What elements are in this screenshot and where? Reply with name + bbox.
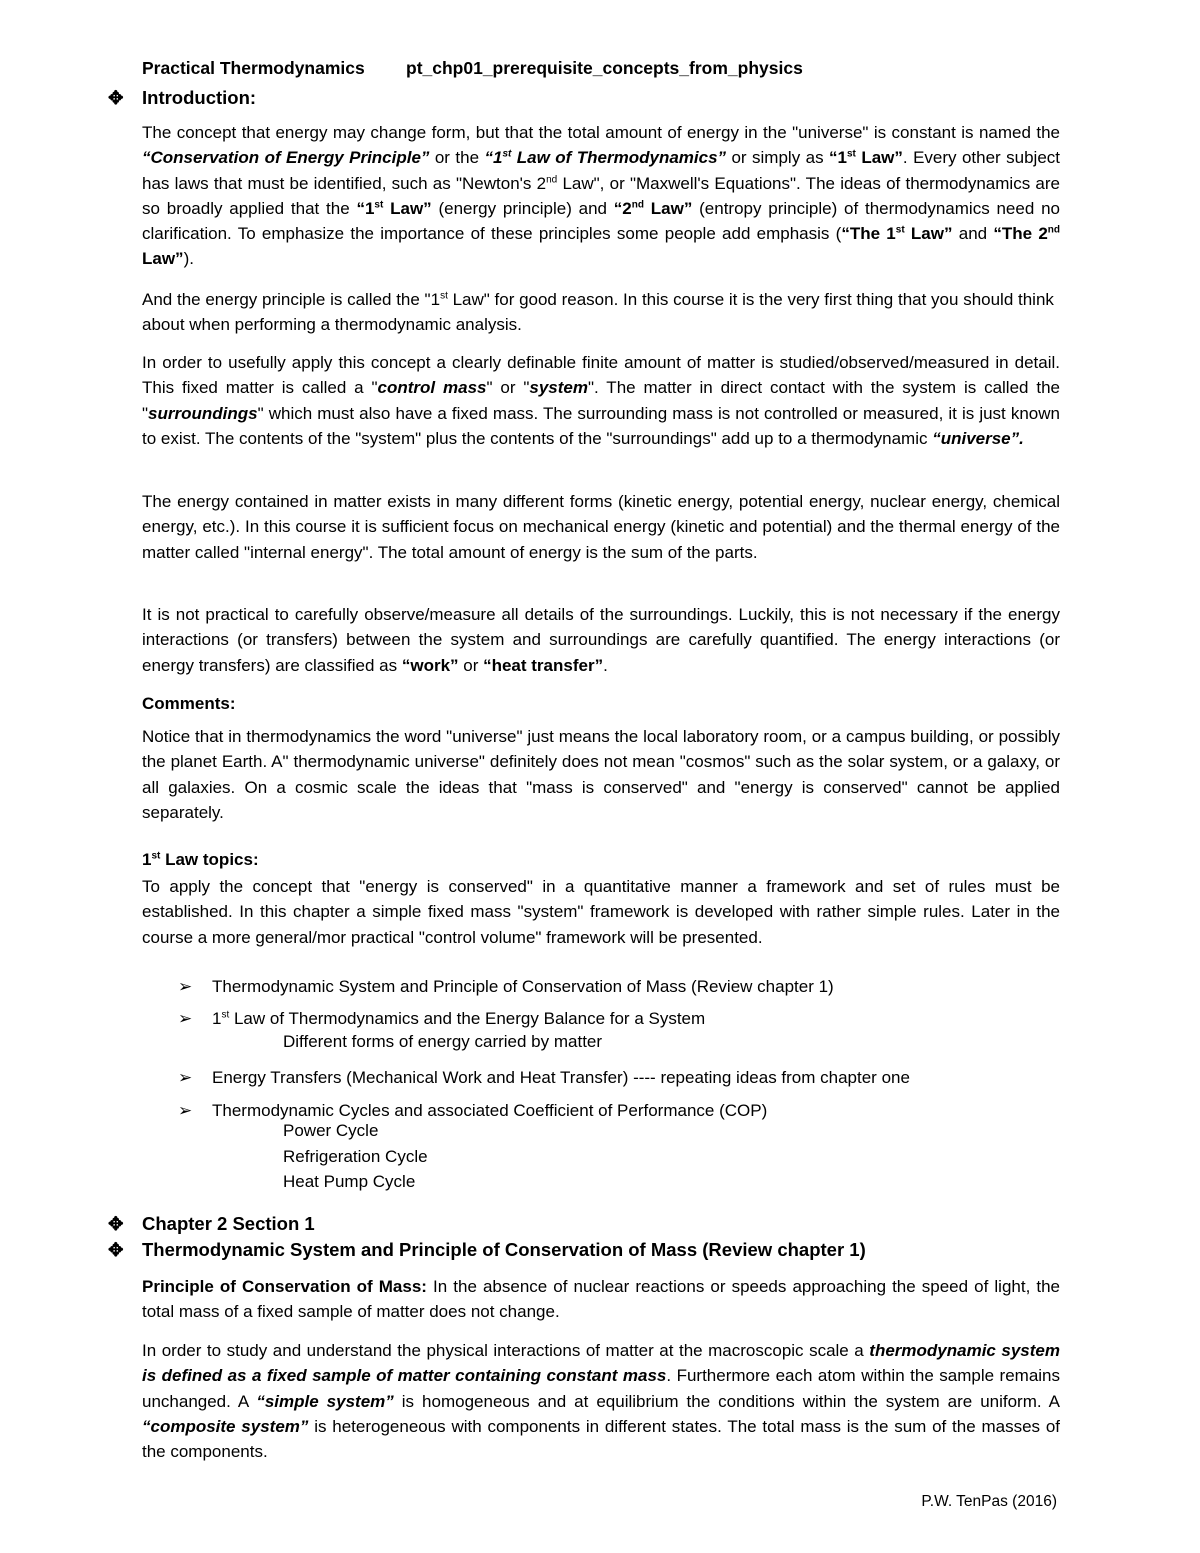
text: . Every other subject has laws that must be identified, such as "Newton's 2 [142, 148, 1060, 193]
emphasis: Law” [383, 198, 432, 218]
emphasis: surroundings [148, 403, 258, 423]
paragraph-intro [142, 120, 1060, 272]
text: In order to study and understand the physical interactions of matter at the macroscopic scale a [142, 1341, 870, 1360]
section-heading-system [108, 1239, 1048, 1261]
section-heading-chapter [108, 1213, 1048, 1235]
text: " or " [486, 378, 530, 398]
text: . [603, 655, 608, 675]
paragraph-energy-forms: The energy contained in matter exists in many different forms (kinetic energy, potential energy, nuclear energy, chemical energy, etc.). In this course it is sufficient focus on mechanical energy (kinetic and potential) and the thermal energy of the matter called "internal energy". The total amount of energy is the sum of the parts. [142, 492, 1060, 562]
emphasis: “2 [613, 198, 632, 218]
emphasis: “Conservation of Energy Principle” [142, 148, 430, 168]
text: ). [183, 249, 194, 269]
superscript: st [440, 290, 448, 302]
text: ". The matter in direct contact with the system is called the " [142, 378, 1060, 423]
text: Law topics: [160, 850, 259, 869]
emphasis: Principle of Conservation of Mass: [142, 1277, 427, 1296]
emphasis: “The 1 [841, 224, 896, 244]
header-filename: pt_chp01_prerequisite_concepts_from_physics [406, 58, 803, 78]
heading-text: Introduction: [142, 87, 257, 108]
bullet-icon: ✥ [108, 1213, 124, 1234]
emphasis: “1 [356, 198, 375, 218]
cycle-item: Refrigeration Cycle [283, 1147, 428, 1166]
list-item-text [212, 1006, 705, 1031]
law-topics-heading [142, 847, 1060, 872]
superscript: nd [546, 173, 558, 185]
text: The concept that energy may change form, but that the total amount of energy in the "universe" is constant is named the [142, 123, 1060, 142]
emphasis: “1 [484, 148, 503, 168]
emphasis: Law” [855, 148, 903, 168]
text: 1 [142, 850, 152, 869]
text: " which must also have a fixed mass. The surrounding mass is not controlled or measured, it is just known to exist. The contents of the "system" plus the contents of the "surroundings" add up to a thermodynamic [142, 403, 1060, 448]
text: In the absence of nuclear reactions or speeds approaching the speed of light, the total mass of a fixed sample of matter does not change. [142, 1277, 1060, 1322]
text: (entropy principle) of thermodynamics need no clarification. To emphasize the importance of these principles some people add emphasis ( [142, 198, 1060, 244]
emphasis: “1 [829, 148, 847, 168]
superscript: st [847, 148, 856, 160]
superscript: st [221, 1009, 230, 1021]
emphasis: system [529, 378, 588, 398]
arrow-bullet-icon: ➢ [178, 1009, 193, 1028]
emphasis: Law” [142, 249, 184, 269]
emphasis: “composite system” [142, 1416, 309, 1436]
paragraph-law-topics: To apply the concept that "energy is conserved" in a quantitative manner a framework and set of rules must be established. In this chapter a simple fixed mass "system" framework is developed with rather simple rules. Later in the course a more general/mor practical "control volume" framework will be presented. [142, 877, 1060, 947]
text: or the [429, 148, 485, 168]
emphasis: Law of Thermodynamics” [511, 148, 727, 168]
superscript: st [374, 199, 384, 211]
cycle-item: Heat Pump Cycle [283, 1172, 416, 1191]
emphasis: “simple system” [256, 1391, 394, 1411]
text: or simply as [726, 148, 830, 168]
list-subitem: Different forms of energy carried by matter [283, 1032, 603, 1051]
emphasis: “universe”. [932, 428, 1024, 448]
list-item-text: Thermodynamic System and Principle of Conservation of Mass (Review chapter 1) [212, 977, 834, 996]
text: It is not practical to carefully observe/measure all details of the surroundings. Luckily, this is not necessary if the energy interactions (or transfers) between the system and surroundings are carefully quantified. The energy interactions (or energy transfers) are classified as [142, 605, 1060, 675]
heading-text: Thermodynamic System and Principle of Conservation of Mass (Review chapter 1) [142, 1239, 866, 1260]
header-title: Practical Thermodynamics [142, 58, 365, 78]
text: is homogeneous and at equilibrium the conditions within the system are uniform. A [393, 1391, 1060, 1411]
bullet-icon: ✥ [108, 1239, 124, 1260]
bullet-icon: ✥ [108, 87, 124, 108]
text: Law", or "Maxwell's Equations". The ideas of thermodynamics are so broadly applied that the [142, 173, 1060, 218]
paragraph-comments: Notice that in thermodynamics the word "universe" just means the local laboratory room, or a campus building, or possibly the planet Earth. A" thermodynamic universe" definitely does not mean "cosmos" such as the solar system, or a galaxy, or all galaxies. On a cosmic scale the ideas that "mass is conserved" and "energy is conserved" cannot be applied separately. [142, 727, 1060, 822]
emphasis: “heat transfer” [483, 655, 604, 675]
arrow-bullet-icon: ➢ [178, 1101, 193, 1120]
section-heading-introduction [108, 87, 1048, 109]
text: and [952, 224, 994, 244]
paragraph-energy-principle [142, 287, 1060, 338]
paragraph-thermodynamic-system [142, 1338, 1060, 1464]
emphasis: Law” [904, 224, 953, 244]
emphasis: “The 2 [993, 224, 1048, 244]
paragraph-surroundings [142, 602, 1060, 678]
page-header [142, 58, 1062, 79]
emphasis: Law” [643, 198, 693, 218]
comments-heading: Comments: [142, 694, 236, 713]
text: In order to usefully apply this concept a clearly definable finite amount of matter is studied/observed/measured in detail. This fixed matter is called a " [142, 353, 1060, 398]
list-item-text: Energy Transfers (Mechanical Work and Heat Transfer) ---- repeating ideas from chapter one [212, 1068, 910, 1087]
text: Law" for good reason. In this course it is the very first thing that you should think about when performing a thermodynamic analysis. [142, 290, 1054, 335]
page-footer: P.W. TenPas (2016) [921, 1493, 1057, 1510]
superscript: st [151, 850, 161, 862]
text: is heterogeneous with components in different states. The total mass is the sum of the masses of the components. [142, 1416, 1060, 1462]
superscript: st [502, 148, 512, 160]
paragraph-conservation-of-mass [142, 1274, 1060, 1325]
superscript: nd [631, 199, 644, 211]
arrow-bullet-icon: ➢ [178, 1068, 193, 1087]
text: 1 [212, 1009, 222, 1028]
emphasis: control mass [377, 378, 487, 398]
text: . Furthermore each atom within the sample remains unchanged. A [142, 1366, 1061, 1411]
cycle-item: Power Cycle [283, 1121, 379, 1140]
text: or [458, 655, 484, 675]
list-item-text: Thermodynamic Cycles and associated Coefficient of Performance (COP) [212, 1101, 768, 1120]
superscript: st [895, 224, 905, 236]
heading-text: Chapter 2 Section 1 [142, 1213, 315, 1234]
superscript: nd [1047, 224, 1061, 236]
text: (energy principle) and [431, 198, 614, 218]
emphasis: “work” [401, 655, 459, 675]
text: And the energy principle is called the "1 [142, 290, 441, 309]
text: Law of Thermodynamics and the Energy Balance for a System [229, 1009, 706, 1028]
arrow-bullet-icon: ➢ [178, 977, 193, 996]
paragraph-control-mass [142, 350, 1060, 451]
emphasis: thermodynamic system is defined as a fixed sample of matter containing constant mass [142, 1341, 1060, 1386]
